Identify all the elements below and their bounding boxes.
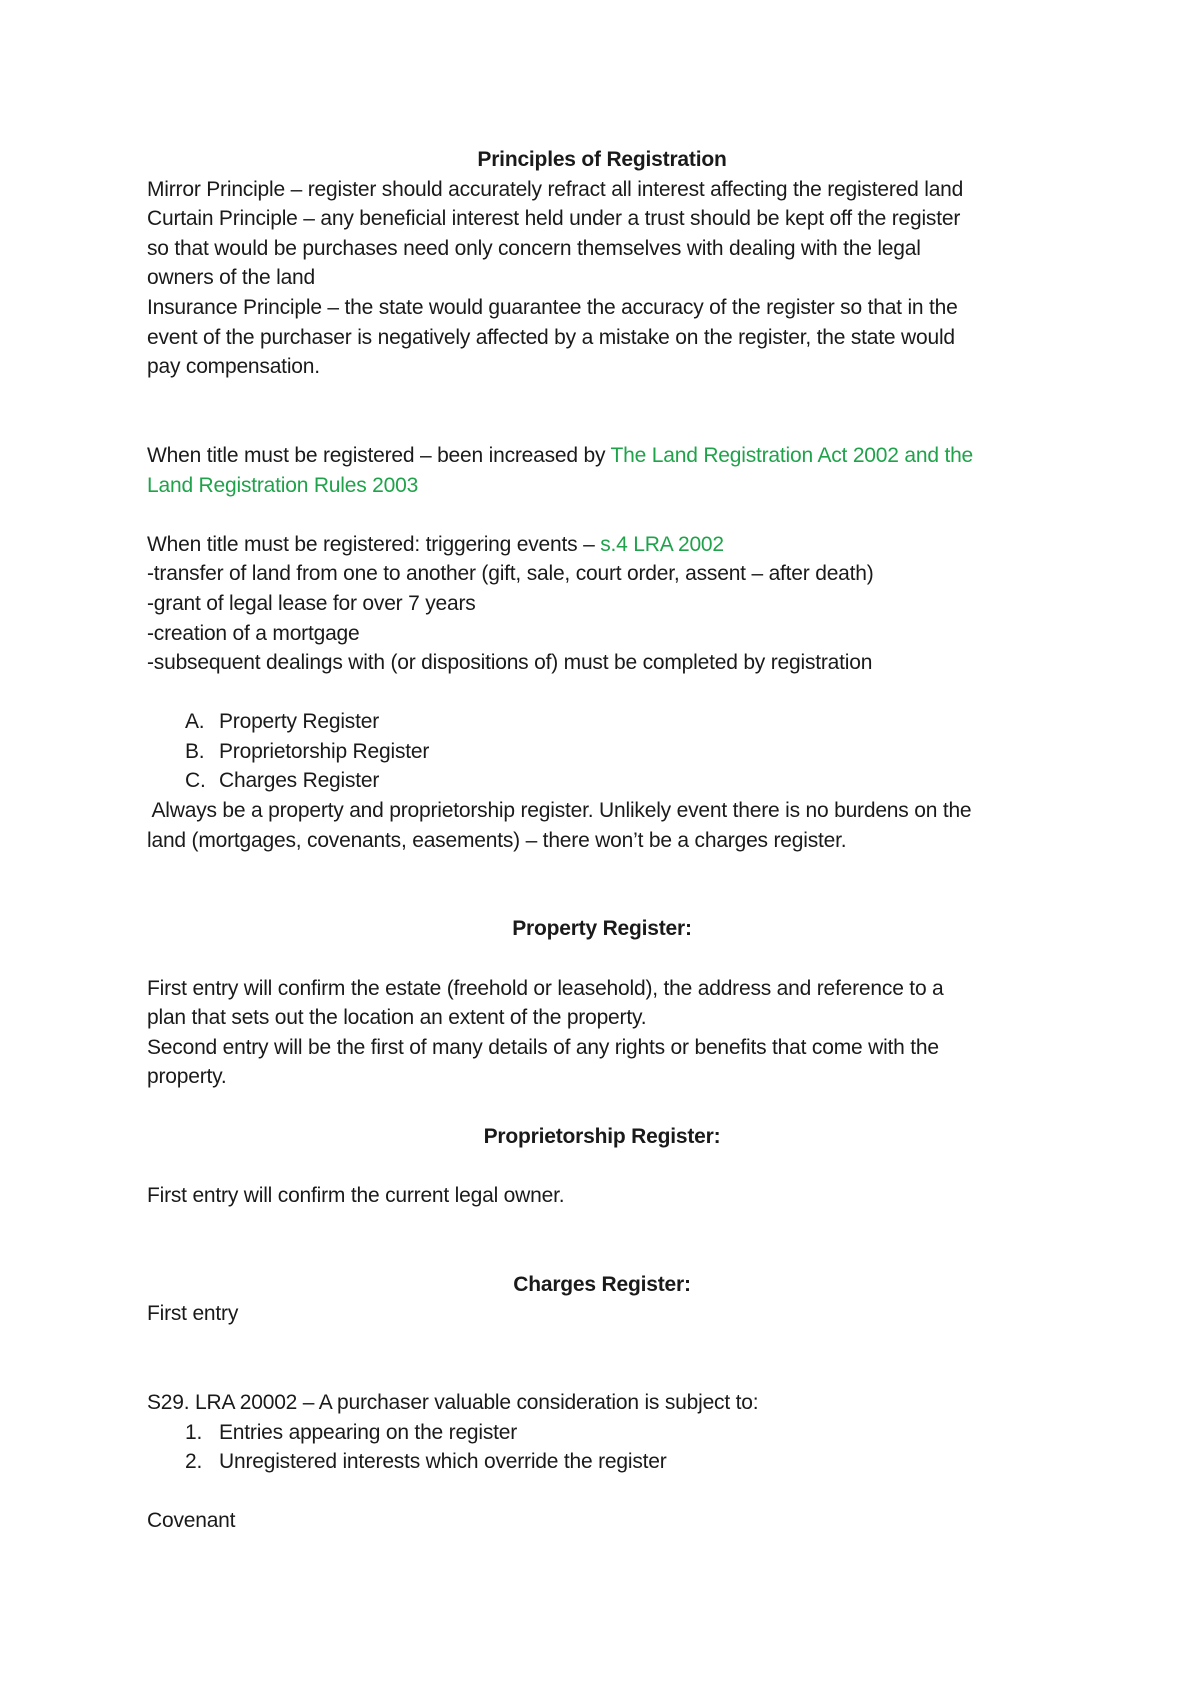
paragraph-line: First entry [147,1302,239,1326]
triggering-heading-text: When title must be registered: triggering events – [147,532,601,556]
s29-section [147,1388,1067,1477]
legislation-reference: The Land Registration Act 2002 and the [610,443,974,467]
paragraph-line: Second entry will be the first of many details of any rights or benefits that come with the [147,1035,939,1059]
s29-line: S29. LRA 20002 – A purchaser valuable consideration is subject to: [147,1390,759,1414]
principle-line: owners of the land [147,266,316,290]
legislation-reference: Land Registration Rules 2003 [147,473,419,497]
principle-line: Curtain Principle – any beneficial interest held under a trust should be kept off the register [147,207,961,231]
list-item-text: Charges Register [219,769,380,793]
principle-line: event of the purchaser is negatively affected by a mistake on the register, the state would [147,325,955,349]
principle-line: so that would be purchases need only concern themselves with dealing with the legal [147,236,921,260]
list-item [147,707,1067,737]
paragraph-line: Covenant [147,1509,236,1533]
list-item-text: Entries appearing on the register [219,1420,518,1444]
section-heading: Proprietorship Register: [483,1124,721,1148]
section-heading: Charges Register: [513,1272,691,1296]
when-title-text: When title must be registered – been increased by [147,443,611,467]
triggering-item: -transfer of land from one to another (gift, sale, court order, assent – after death) [147,562,874,586]
registers-note: land (mortgages, covenants, easements) – there won’t be a charges register. [147,828,847,852]
list-item [147,1447,1067,1477]
section-heading: Property Register: [512,917,692,941]
paragraph-line: First entry will confirm the current legal owner. [147,1183,565,1207]
triggering-item: -grant of legal lease for over 7 years [147,591,476,615]
principle-line: Mirror Principle – register should accurately refract all interest affecting the registered land [147,177,964,201]
principle-line: pay compensation. [147,355,320,379]
principle-line: Insurance Principle – the state would guarantee the accuracy of the register so that in the [147,295,958,319]
paragraph-line: plan that sets out the location an extent of the property. [147,1006,647,1030]
list-item-text: Unregistered interests which override the register [219,1450,667,1474]
triggering-events-section [147,530,1067,678]
registers-note: Always be a property and proprietorship register. Unlikely event there is no burdens on the [147,799,972,823]
page-title: Principles of Registration [477,148,727,171]
property-register-section [147,974,1067,1092]
triggering-item: -subsequent dealings with (or dispositions of) must be completed by registration [147,651,873,675]
principles-section [147,175,1067,382]
legislation-reference: s.4 LRA 2002 [600,532,724,556]
document-page [147,145,1067,1536]
list-item [147,766,1067,796]
list-marker: 2. [185,1450,203,1474]
list-marker: C. [185,769,206,793]
triggering-heading [147,530,1067,560]
when-title-section [147,441,1067,500]
list-marker: A. [185,710,205,734]
triggering-item: -creation of a mortgage [147,621,360,645]
list-item [147,1418,1067,1448]
paragraph-line: First entry will confirm the estate (freehold or leasehold), the address and reference to a [147,976,944,1000]
list-item-text: Property Register [219,710,379,734]
list-item [147,737,1067,767]
list-marker: B. [185,739,205,763]
list-marker: 1. [185,1420,203,1444]
paragraph-line: property. [147,1065,227,1089]
registers-list [147,707,1067,796]
when-title-line [147,441,1067,471]
list-item-text: Proprietorship Register [219,739,430,763]
